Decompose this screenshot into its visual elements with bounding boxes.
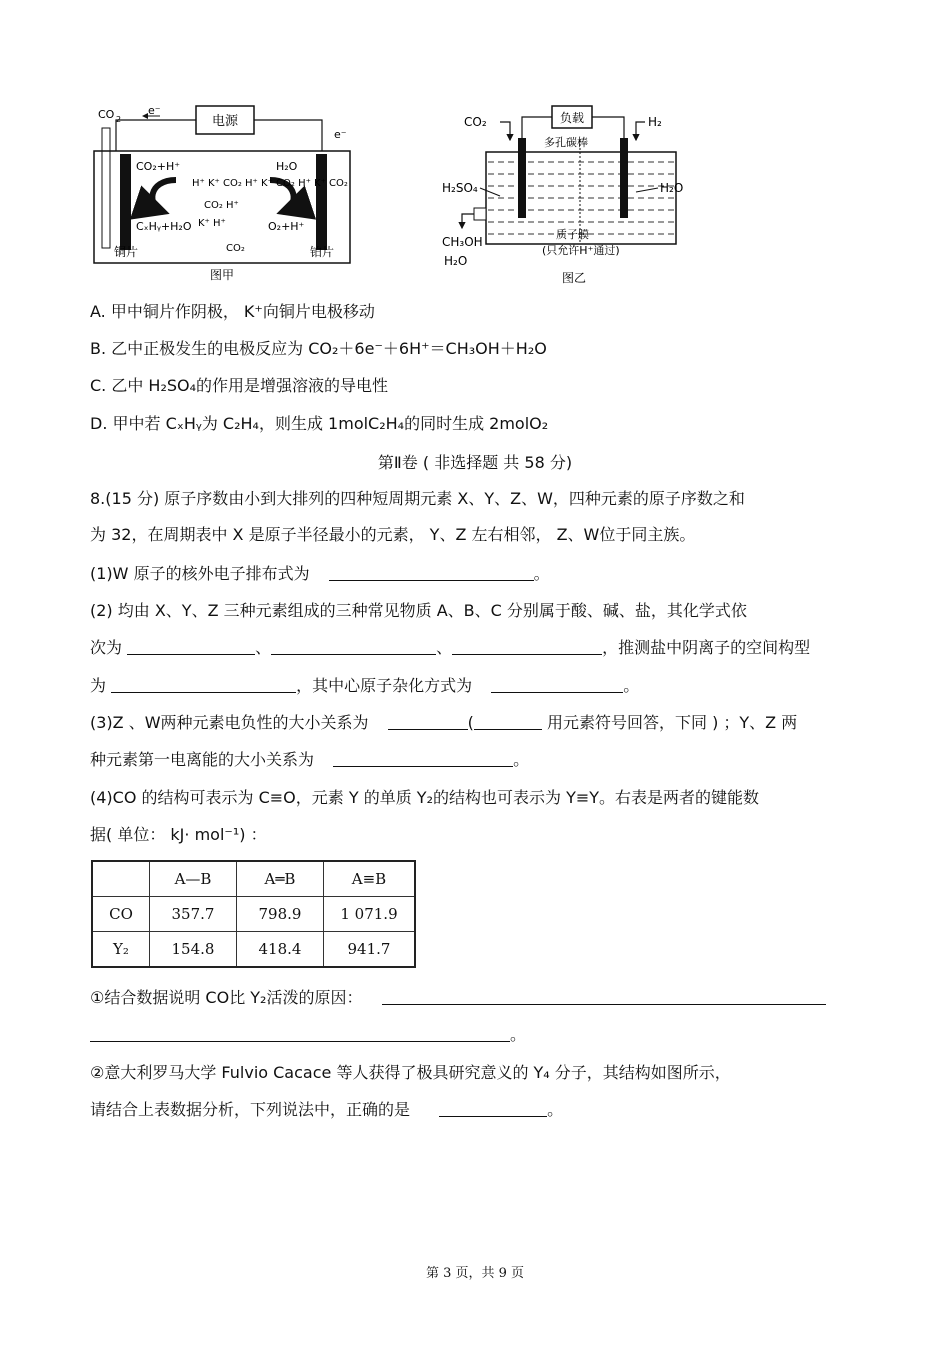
mid-ions: H⁺ K⁺ CO₂ H⁺ K⁺ CO₂ H⁺ K⁺ CO₂ (192, 178, 348, 189)
h2-label: H₂ (648, 115, 662, 129)
answer-blank-4b[interactable] (439, 1100, 547, 1117)
caption-yi: 图乙 (562, 271, 587, 285)
answer-blank-4a-cont[interactable] (90, 1025, 510, 1042)
p2-sep-2: 、 (436, 638, 453, 657)
out-h2o: H₂O (444, 254, 468, 268)
q4-1-end: 。 (510, 1025, 527, 1044)
option-b: B. 乙中正极发生的电极反应为 CO₂＋6e⁻＋6H⁺＝CH₃OH＋H₂O (90, 339, 547, 358)
answer-blank-4a[interactable] (382, 988, 826, 1005)
answer-blank-2e[interactable] (491, 676, 623, 693)
p2-b: 为 (90, 676, 107, 695)
answer-blank-1[interactable] (329, 564, 534, 581)
table-header-cell: A≡B (324, 861, 416, 897)
q8-part3-line2 (90, 749, 529, 771)
svg-text:2: 2 (116, 115, 122, 124)
p2-end: 。 (623, 676, 640, 695)
h2so4-label: H₂SO₄ (442, 181, 478, 195)
q8-part3-line1 (90, 712, 797, 734)
p2-a: 次为 (90, 638, 123, 657)
table-cell: 798.9 (237, 897, 324, 932)
p2-sep-1: 、 (255, 638, 272, 657)
table-header-cell: A—B (150, 861, 237, 897)
membrane-note: (只允许H⁺通过) (542, 244, 620, 257)
page-footer: 第 3 页，共 9 页 (425, 1266, 525, 1281)
p1-text: (1)W 原子的核外电子排布式为 (90, 564, 310, 583)
option-c: C. 乙中 H₂SO₄的作用是增强溶液的导电性 (90, 376, 389, 395)
power-label: 电源 (211, 114, 239, 129)
table-cell: 154.8 (150, 932, 237, 968)
table-cell: Y₂ (92, 932, 150, 968)
platinum-label: 铂片 (310, 245, 335, 259)
q8-part2-line1: (2) 均由 X、Y、Z 三种元素组成的三种常见物质 A、B、C 分别属于酸、碱、盐，其化学式依 (90, 601, 747, 620)
answer-blank-2d[interactable] (111, 676, 296, 693)
svg-text:K⁺ H⁺: K⁺ H⁺ (198, 218, 226, 229)
figure-jia (88, 96, 360, 286)
left-product: CₓHᵧ+H₂O (136, 220, 192, 233)
q8-part1 (90, 563, 550, 585)
answer-blank-2b[interactable] (271, 638, 436, 655)
section-title: 第Ⅱ卷 ( 非选择题 共 58 分) (377, 453, 573, 472)
carbon-label: 多孔碳棒 (544, 136, 588, 149)
caption-jia: 图甲 (210, 268, 235, 282)
p3-line2: 种元素第一电离能的大小关系为 (90, 750, 315, 769)
q8-part4-line2: 据( 单位： kJ· mol⁻¹) ： (90, 825, 267, 844)
q4-2-text: 请结合上表数据分析，下列说法中，正确的是 (90, 1100, 411, 1119)
right-reactant: H₂O (276, 160, 298, 173)
q8-part4-sub1 (90, 987, 826, 1009)
answer-blank-3a-tail[interactable] (474, 713, 542, 730)
out-ch3oh: CH₃OH (442, 235, 483, 249)
p2-mid: ，其中心原子杂化方式为 (296, 676, 473, 695)
q8-line1: 8.(15 分) 原子序数由小到大排列的四种短周期元素 X、Y、Z、W，四种元素的原子序数之和 (90, 489, 745, 508)
svg-text:CO₂: CO₂ (226, 243, 245, 254)
table-row (92, 932, 415, 968)
table-cell: 418.4 (237, 932, 324, 968)
q8-part4-sub2-line1: ②意大利罗马大学 Fulvio Cacace 等人获得了极具研究意义的 Y₄ 分子，其结构如图所示， (90, 1063, 731, 1082)
table-row (92, 897, 415, 932)
p2-tail: ，推测盐中阴离子的空间构型 (602, 638, 811, 657)
copper-label: 铜片 (114, 245, 139, 259)
q8-part2-line3 (90, 675, 639, 697)
answer-blank-2c[interactable] (452, 638, 602, 655)
q8-part4-sub2-line2 (90, 1099, 563, 1121)
q8-part4-line1: (4)CO 的结构可表示为 C≡O，元素 Y 的单质 Y₂的结构也可表示为 Y≡Y。右表是两者的键能数 (90, 788, 760, 807)
p1-end: 。 (533, 564, 550, 583)
q8-line2: 为 32，在周期表中 X 是原子半径最小的元素， Y、Z 左右相邻， Z、W位于同主族。 (90, 525, 696, 544)
svg-text:CO₂ H⁺: CO₂ H⁺ (204, 200, 239, 211)
option-a: A. 甲中铜片作阴极， K⁺向铜片电极移动 (90, 302, 375, 321)
option-d: D. 甲中若 CₓHᵧ为 C₂H₄，则生成 1molC₂H₄的同时生成 2molO₂ (90, 414, 549, 433)
q8-part2-line2 (90, 637, 810, 659)
table-header-cell (92, 861, 150, 897)
bond-energy-table (91, 860, 416, 968)
membrane-label: 质子膜 (556, 228, 589, 241)
table-header-row (92, 861, 415, 897)
table-cell: 1 071.9 (324, 897, 416, 932)
p3-paren: ( (467, 713, 474, 732)
answer-blank-2a[interactable] (127, 638, 255, 655)
left-reactant: CO₂+H⁺ (136, 160, 181, 173)
table-cell: 357.7 (150, 897, 237, 932)
right-product: O₂+H⁺ (268, 220, 305, 233)
q8-part4-sub1-cont (90, 1024, 526, 1046)
answer-blank-3a[interactable] (388, 713, 468, 730)
co2-label: CO₂ (464, 115, 487, 129)
electron-label-top: e⁻ (148, 104, 161, 117)
table-cell: CO (92, 897, 150, 932)
load-label: 负载 (559, 111, 585, 125)
p3-text: (3)Z 、W两种元素电负性的大小关系为 (90, 713, 369, 732)
table-header-cell: A═B (237, 861, 324, 897)
figure-yi (440, 100, 700, 286)
q4-2-end: 。 (547, 1100, 564, 1119)
q4-1-text: ①结合数据说明 CO比 Y₂活泼的原因： (90, 988, 363, 1007)
electron-label-right: e⁻ (334, 128, 347, 141)
answer-blank-3b[interactable] (333, 750, 513, 767)
h2o-right-label: H₂O (660, 181, 684, 195)
table-cell: 941.7 (324, 932, 416, 968)
p3-end: 。 (513, 750, 530, 769)
co2-in-label: CO (98, 108, 115, 121)
p3-tail: 用元素符号回答，下同 ) ；Y、Z 两 (546, 713, 798, 732)
